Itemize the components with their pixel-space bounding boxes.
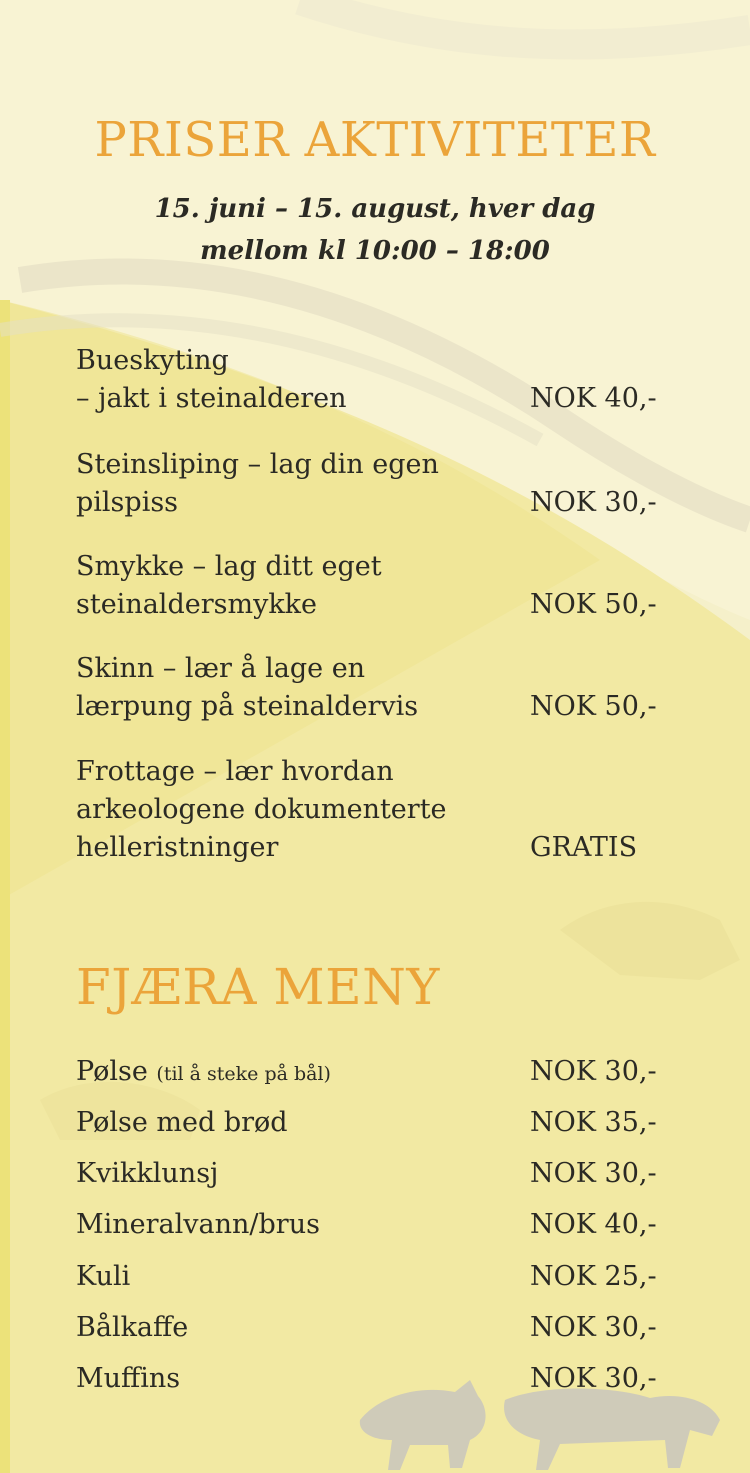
activities-heading: PRISER AKTIVITETER [94, 112, 656, 168]
menu-item-price: NOK 30,- [530, 1158, 657, 1189]
menu-heading: FJÆRA MENY [76, 958, 440, 1016]
activity-item-skinn [76, 650, 716, 726]
menu-item-note: (til å steke på bål) [156, 1063, 331, 1085]
activity-description [76, 650, 526, 726]
activity-description-line: pilspiss [76, 487, 179, 518]
menu-item-price: NOK 25,- [530, 1261, 657, 1292]
menu-item-name: Kvikklunsj [76, 1158, 219, 1189]
menu-item-kvikklunsj [76, 1155, 716, 1193]
activity-price: NOK 50,- [530, 589, 657, 620]
opening-hours [0, 188, 750, 272]
activity-price: NOK 40,- [530, 383, 657, 414]
activity-price: NOK 30,- [530, 487, 657, 518]
activity-description-line: lærpung på steinaldervis [76, 691, 419, 722]
menu-item-name: Kuli [76, 1261, 131, 1292]
menu-item-name: Pølse med brød [76, 1107, 288, 1138]
menu-item-mineralvann [76, 1206, 716, 1244]
activity-description-line: Steinsliping – lag din egen [76, 449, 439, 480]
menu-item-price: NOK 30,- [530, 1312, 657, 1343]
menu-item-polse-med-brod [76, 1104, 716, 1142]
menu-item-name: Pølse [76, 1056, 148, 1087]
activity-description-line: helleristninger [76, 832, 279, 863]
activity-description-line: Bueskyting [76, 345, 229, 376]
activity-description-line: Frottage – lær hvordan [76, 756, 394, 787]
activity-item-bueskyting [76, 342, 716, 418]
activity-description-line: steinaldersmykke [76, 589, 318, 620]
activity-item-frottage [76, 753, 716, 867]
menu-item-name: Bålkaffe [76, 1312, 189, 1343]
menu-item-muffins [76, 1360, 716, 1398]
menu-item-price: NOK 35,- [530, 1107, 657, 1138]
activity-price: NOK 50,- [530, 691, 657, 722]
activity-description-line: Skinn – lær å lage en [76, 653, 366, 684]
menu-item-kuli [76, 1258, 716, 1296]
activity-description-line: – jakt i steinalderen [76, 383, 347, 414]
activity-description [76, 548, 526, 624]
activity-description-line: arkeologene dokumenterte [76, 794, 447, 825]
activity-item-steinsliping [76, 446, 716, 522]
menu-item-price: NOK 30,- [530, 1363, 657, 1394]
activity-description [76, 446, 526, 522]
menu-item-name: Muffins [76, 1363, 181, 1394]
opening-hours-dates: 15. juni – 15. august, hver dag [154, 194, 596, 224]
menu-item-polse [76, 1053, 716, 1093]
opening-hours-time: mellom kl 10:00 – 18:00 [200, 236, 550, 266]
menu-item-price: NOK 40,- [530, 1209, 657, 1240]
activity-description [76, 753, 526, 867]
menu-item-name: Mineralvann/brus [76, 1209, 320, 1240]
activity-price: GRATIS [530, 832, 638, 863]
activity-description-line: Smykke – lag ditt eget [76, 551, 382, 582]
menu-item-balkaffe [76, 1309, 716, 1347]
activity-description [76, 342, 526, 418]
activity-item-smykke [76, 548, 716, 624]
menu-item-price: NOK 30,- [530, 1056, 657, 1087]
